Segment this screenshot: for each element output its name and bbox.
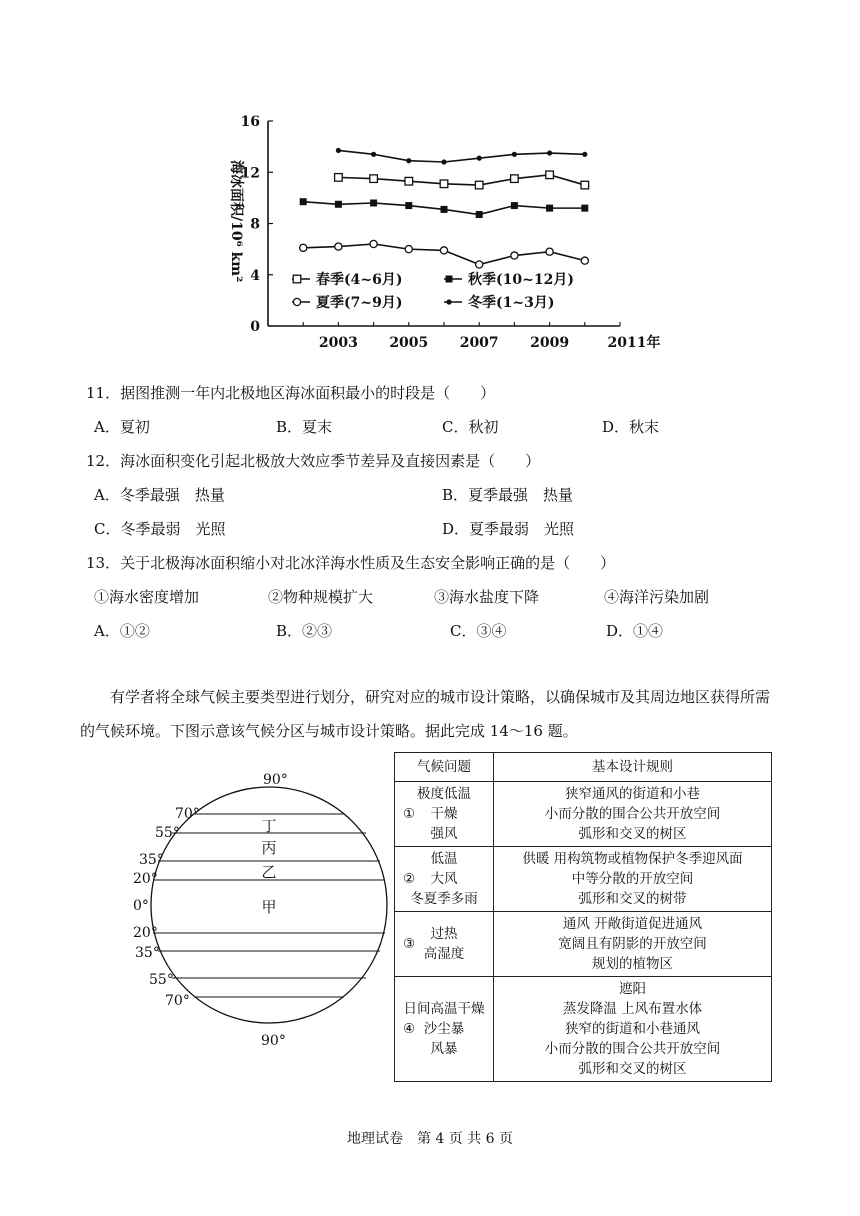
- q13-statement-1: ①海水密度增加: [94, 588, 200, 606]
- lat-label-equator: 0°: [133, 898, 149, 914]
- q12-option-a[interactable]: A．冬季最强 热量: [94, 486, 225, 504]
- issue-text: 高湿度: [423, 946, 465, 962]
- x-tick-label: 2007: [459, 335, 499, 351]
- data-point: [476, 211, 483, 218]
- zone-label-jia: 甲: [261, 898, 277, 916]
- data-point: [336, 148, 341, 153]
- issue-text: 风暴: [430, 1041, 458, 1057]
- rule-text: 蒸发降温 上风布置水体: [562, 1001, 703, 1017]
- lat-label-n70: 70°: [175, 806, 200, 822]
- data-point: [546, 205, 553, 212]
- lat-label-s55: 55°: [149, 972, 174, 988]
- lat-label-s35: 35°: [135, 945, 160, 961]
- header-design-rules: 基本设计规则: [494, 753, 772, 782]
- legend-label: 夏季(7~9月): [316, 295, 403, 311]
- lat-label-n20: 20°: [133, 871, 158, 887]
- lat-label-n90: 90°: [263, 772, 288, 788]
- zone-label-yi: 乙: [261, 863, 277, 881]
- zone-number-2: ②: [403, 871, 416, 887]
- q13-statement-2: ②物种规模扩大: [268, 588, 374, 606]
- data-point: [440, 247, 447, 254]
- zone-label-bing: 丙: [261, 839, 277, 857]
- table-row: [395, 977, 772, 1082]
- data-point: [370, 240, 377, 247]
- x-tick-label: 2003: [318, 335, 358, 351]
- rule-text: 通风 开敞街道促进通风: [562, 916, 703, 932]
- rule-text: 弧形和交叉的树区: [578, 1061, 687, 1077]
- data-point: [475, 181, 483, 189]
- data-point: [371, 152, 376, 157]
- x-tick-label: 2005: [389, 335, 429, 351]
- lat-label-s90: 90°: [261, 1033, 286, 1049]
- q13-option-c[interactable]: C．③④: [450, 622, 507, 640]
- data-point: [440, 180, 448, 188]
- issue-cell-2: [395, 847, 494, 912]
- y-tick-label: 0: [250, 319, 260, 335]
- q11-option-c[interactable]: C．秋初: [442, 418, 499, 436]
- rule-text: 中等分散的开放空间: [571, 871, 694, 887]
- legend-marker: [293, 275, 301, 283]
- rule-text: 狭窄通风的街道和小巷: [565, 786, 700, 802]
- data-point: [512, 152, 517, 157]
- header-climate-issue: 气候问题: [395, 753, 494, 782]
- table-row: [395, 912, 772, 977]
- data-point: [405, 202, 412, 209]
- climate-design-rules-table: [394, 752, 772, 1082]
- q13-option-a[interactable]: A．①②: [94, 622, 150, 640]
- issue-text: 极度低温: [417, 786, 471, 802]
- issue-text: 大风: [430, 871, 458, 887]
- data-point: [300, 244, 307, 251]
- data-point: [581, 205, 588, 212]
- rules-cell-3: [494, 912, 772, 977]
- legend-marker: [293, 298, 300, 305]
- zone-label-ding: 丁: [261, 817, 277, 835]
- data-point: [511, 175, 519, 183]
- data-point: [405, 246, 412, 253]
- data-point: [406, 158, 411, 163]
- legend-marker: [446, 276, 453, 283]
- issue-text: 沙尘暴: [423, 1021, 465, 1037]
- issue-text: 日间高温干燥: [403, 1001, 485, 1017]
- data-point: [441, 206, 448, 213]
- table-header-row: [395, 753, 772, 782]
- rules-cell-2: [494, 847, 772, 912]
- climate-zone-globe: [125, 765, 395, 1050]
- data-point: [335, 201, 342, 208]
- rules-cell-1: [494, 782, 772, 847]
- data-point: [476, 261, 483, 268]
- rule-text: 小而分散的围合公共开放空间: [544, 806, 721, 822]
- y-axis-label: 海冰面积/10⁶ km²: [228, 160, 244, 283]
- zone-number-1: ①: [403, 806, 416, 822]
- issue-cell-4: [395, 977, 494, 1082]
- data-point: [335, 174, 343, 182]
- issue-cell-1: [395, 782, 494, 847]
- q11-option-d[interactable]: D．秋末: [602, 418, 660, 436]
- issue-text: 冬夏季多雨: [410, 891, 478, 907]
- data-point: [405, 177, 413, 185]
- legend-marker: [446, 299, 451, 304]
- data-point: [441, 159, 446, 164]
- lat-label-s70: 70°: [165, 993, 190, 1009]
- data-point: [335, 243, 342, 250]
- passage: [80, 680, 780, 748]
- rule-text: 遮阳: [619, 981, 646, 997]
- zone-number-3: ③: [403, 936, 416, 952]
- y-tick-label: 16: [240, 114, 260, 130]
- legend-label: 春季(4~6月): [316, 272, 403, 288]
- sea-ice-chart: [220, 108, 661, 353]
- rule-text: 弧形和交叉的树区: [578, 826, 687, 842]
- question-11-stem: 11．据图推测一年内北极地区海冰面积最小的时段是（ ）: [86, 384, 496, 402]
- table-row: [395, 782, 772, 847]
- rule-text: 狭窄的街道和小巷通风: [565, 1021, 700, 1037]
- legend-label: 冬季(1~3月): [468, 295, 555, 311]
- q12-option-d[interactable]: D．夏季最弱 光照: [442, 520, 575, 538]
- rules-cell-4: [494, 977, 772, 1082]
- y-tick-label: 8: [250, 216, 260, 233]
- data-point: [582, 152, 587, 157]
- lat-label-n35: 35°: [139, 852, 164, 868]
- q11-option-b[interactable]: B．夏末: [276, 418, 333, 436]
- issue-text: 低温: [430, 851, 458, 867]
- data-point: [300, 198, 307, 205]
- y-tick-label: 4: [250, 267, 260, 284]
- data-point: [546, 171, 554, 179]
- question-12-stem: 12．海冰面积变化引起北极放大效应季节差异及直接因素是（ ）: [86, 452, 541, 470]
- page-footer: 地理试卷 第 4 页 共 6 页: [346, 1131, 514, 1147]
- issue-text: 过热: [430, 926, 458, 942]
- q13-option-b[interactable]: B．②③: [276, 622, 333, 640]
- question-13-stem: 13．关于北极海冰面积缩小对北冰洋海水性质及生态安全影响正确的是（ ）: [86, 554, 616, 572]
- data-point: [547, 150, 552, 155]
- q13-option-d[interactable]: D．①④: [606, 622, 664, 640]
- rule-text: 宽阔且有阴影的开放空间: [558, 936, 707, 952]
- q13-statement-4: ④海洋污染加剧: [604, 588, 710, 606]
- table-row: [395, 847, 772, 912]
- data-point: [581, 257, 588, 264]
- data-point: [370, 175, 378, 183]
- q11-option-a[interactable]: A．夏初: [94, 418, 150, 436]
- rule-text: 弧形和交叉的树带: [578, 891, 687, 907]
- q13-statement-3: ③海水盐度下降: [434, 588, 540, 606]
- data-point: [581, 181, 589, 189]
- issue-cell-3: [395, 912, 494, 977]
- zone-number-4: ④: [403, 1021, 416, 1037]
- passage-text: 有学者将全球气候主要类型进行划分，研究对应的城市设计策略，以确保城市及其周边地区获得所需的气候环境。下图示意该气候分区与城市设计策略。据此完成 14～16 题。: [80, 688, 771, 740]
- rule-text: 供暖 用构筑物或植物保护冬季迎风面: [522, 851, 743, 867]
- legend-label: 秋季(10~12月): [468, 272, 574, 288]
- rule-text: 规划的植物区: [592, 956, 673, 972]
- data-point: [511, 252, 518, 259]
- rule-text: 小而分散的围合公共开放空间: [544, 1041, 721, 1057]
- lat-label-n55: 55°: [155, 825, 180, 841]
- q12-option-b[interactable]: B．夏季最强 热量: [442, 486, 574, 504]
- data-point: [370, 200, 377, 207]
- x-tick-label: 2009: [530, 335, 570, 351]
- data-point: [477, 156, 482, 161]
- lat-label-s20: 20°: [133, 925, 158, 941]
- q12-option-c[interactable]: C．冬季最弱 光照: [94, 520, 226, 538]
- issue-text: 干燥: [430, 806, 458, 822]
- data-point: [511, 202, 518, 209]
- data-point: [546, 248, 553, 255]
- x-tick-label: 2011年: [607, 335, 661, 351]
- issue-text: 强风: [430, 826, 458, 842]
- y-tick-label: 12: [240, 165, 260, 182]
